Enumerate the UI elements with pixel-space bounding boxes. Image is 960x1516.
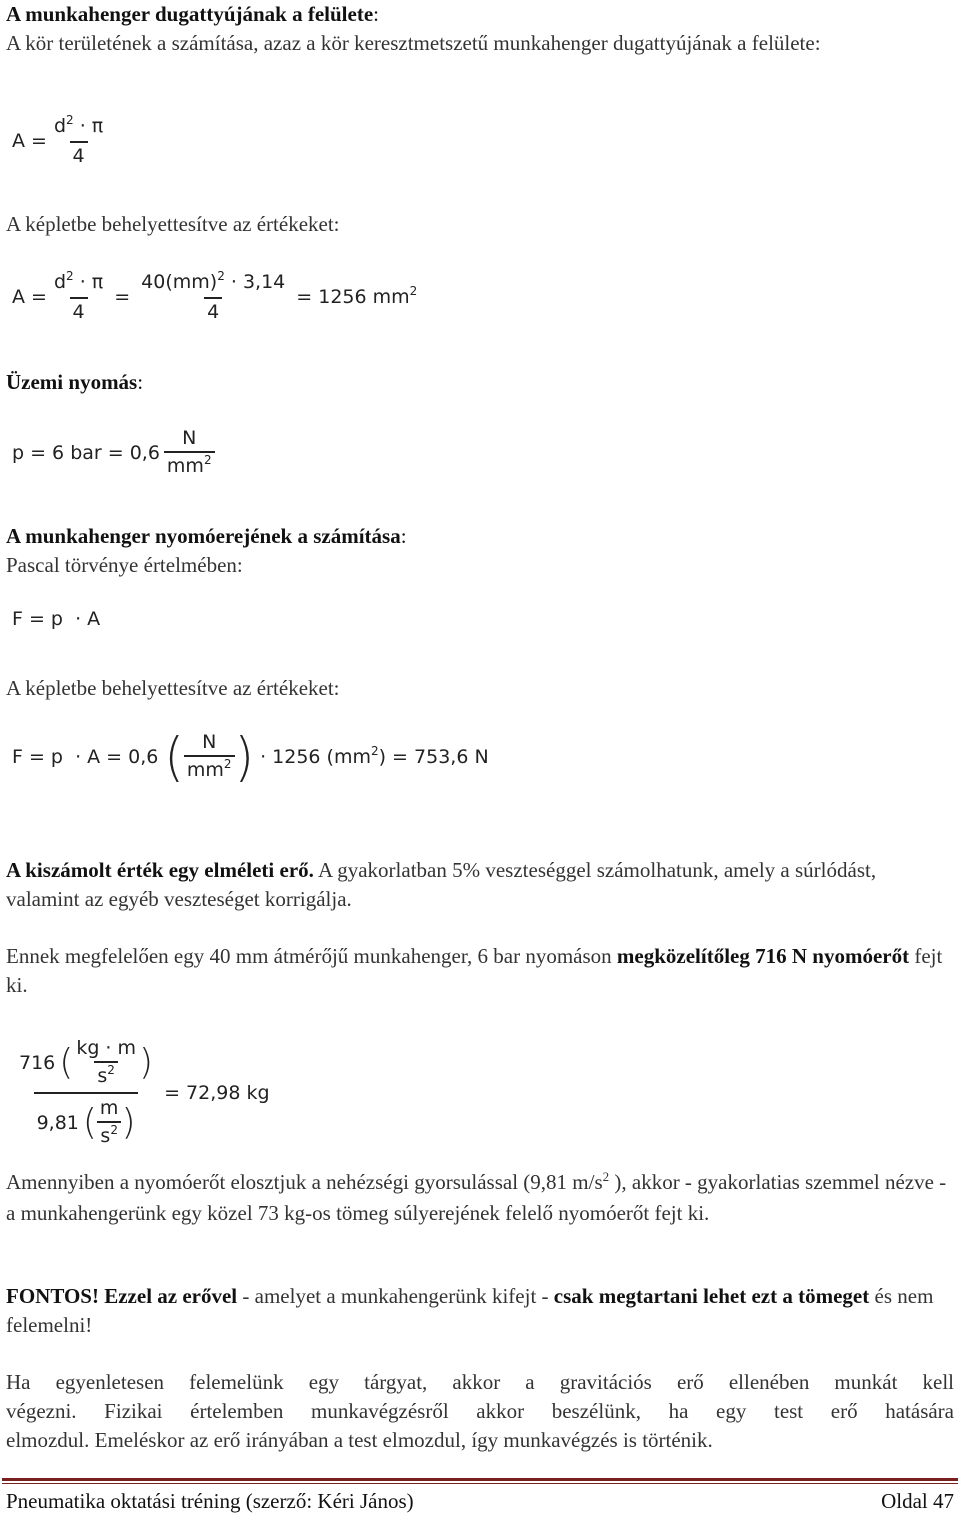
text-substitute-1: A képletbe behelyettesítve az értékeket: (6, 212, 340, 236)
heading-operating-pressure: Üzemi nyomás: (6, 370, 144, 394)
text-substitute-2: A képletbe behelyettesítve az értékeket: (6, 676, 340, 700)
paragraph-gravity-division: Amennyiben a nyomóerőt elosztjuk a nehézségi gyorsulással (9,81 $m/s^2$ ), akkor - gyakorlatias szemmel nézve - a munkahengerünk egy közel 73 kg-os tömeg súlyerejének felelő nyomóerőt fejt ki. (6, 1169, 947, 1225)
text-pascal: Pascal törvénye értelmében: (6, 553, 243, 577)
formula-force: F = p · A (12, 608, 101, 630)
formula-pressure: p = 6 bar = 0,6 $\frac{N}{mm^2}$ (12, 426, 219, 480)
heading-piston-area: A munkahenger dugattyújának a felülete: (6, 2, 379, 26)
footer-rule-thick (2, 1478, 958, 1481)
section-piston-area (6, 0, 954, 58)
paragraph-important: FONTOS! Ezzel az erővel - amelyet a munkahengerünk kifejt - csak megtartani lehet ezt a tömeget és nem felemelni! (6, 1284, 934, 1337)
formula-force-substituted: F = p · A = 0,6 ( $\frac{N}{mm^2}$ ) · 1256 $(mm^2) = 753,6$ N (12, 726, 489, 788)
formula-mass: 716 ( $\frac{kg \cdot m}{s^2}$ ) 9,81 ( $\frac{m}{s^2}$ ) = 72,98 kg (12, 1036, 270, 1150)
fraction-main: 716 ( $\frac{kg \cdot m}{s^2}$ ) 9,81 ( $\frac{m}{s^2}$ ) (16, 1036, 156, 1150)
fraction: $\frac{40(mm)^2 \cdot 3,14}{4}$ (141, 269, 286, 323)
fraction: $\frac{d^2 \cdot \pi}{4}$ (53, 269, 104, 323)
section-force-calc (6, 522, 954, 580)
footer-title: Pneumatika oktatási tréning (szerző: Kéri János) (6, 1489, 414, 1513)
fraction: $\frac{N}{mm^2}$ (184, 730, 235, 784)
page-footer (6, 1487, 954, 1516)
formula-area: A = $\frac{d^2 \cdot \pi}{4}$ (12, 114, 110, 168)
text-piston-area: A kör területének a számítása, azaz a kör keresztmetszetű munkahenger dugattyújának a felülete: (6, 31, 821, 55)
paragraph-theoretical-force: A kiszámolt érték egy elméleti erő. A gyakorlatban 5% veszteséggel számolhatunk, amely a súrlódást, valamint az egyéb veszteséget korrigálja. (6, 858, 877, 911)
paragraph-work: Ha egyenletesen felemelünk egy tárgyat, akkor a gravitációs erő ellenében munkát kell végezni. Fizikai értelemben munkavégzésről akkor beszélünk, ha egy test erő hatására elmozdul. Emeléskor az erő irányában a test elmozdul, így munkavégzés is történik. (6, 1370, 954, 1452)
footer-rule-thin (2, 1483, 958, 1484)
fraction: $\frac{N}{mm^2}$ (164, 426, 215, 480)
paragraph-approx-force: Ennek megfelelően egy 40 mm átmérőjű munkahenger, 6 bar nyomáson megközelítőleg 716 N nyomóerőt fejt ki. (6, 944, 943, 997)
fraction: $\frac{d^2 \cdot \pi}{4}$ (53, 113, 104, 167)
formula-area-substituted: A = $\frac{d^2 \cdot \pi}{4}$ = $\frac{40(mm)^2 \cdot 3,14}{4}$ = 1256 $mm^2$ (12, 269, 418, 323)
page-number: Oldal 47 (881, 1489, 954, 1513)
heading-force-calc: A munkahenger nyomóerejének a számítása: (6, 524, 407, 548)
